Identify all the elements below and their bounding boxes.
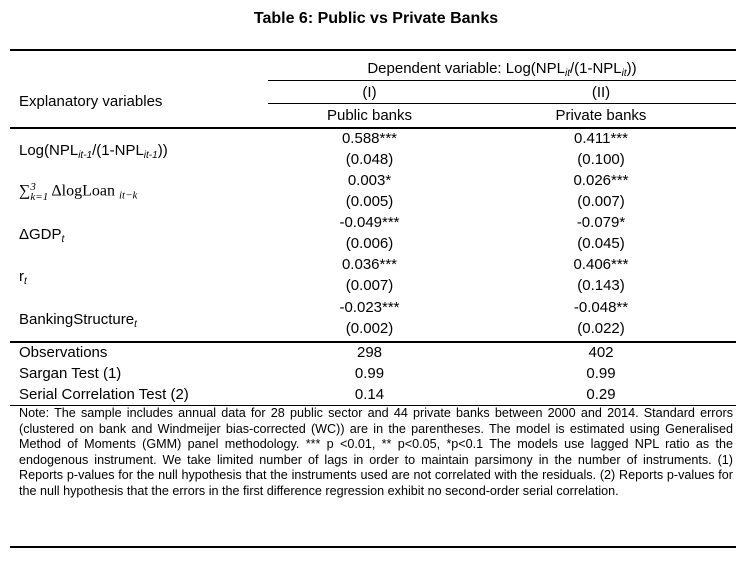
coef-cell: 0.406*** (573, 256, 629, 273)
row-label-loan-growth: ∑ 3 k=1 ΔlogLoan it−k (19, 181, 138, 203)
colnum-rule (268, 103, 736, 104)
se-cell: (0.005) (345, 193, 394, 210)
se-cell: (0.100) (577, 151, 625, 168)
coef-cell: 0.026*** (573, 172, 629, 189)
stat-label-observations: Observations (19, 344, 108, 361)
column-name-public: Public banks (326, 107, 413, 124)
row-label-banking-structure: BankingStructure$_t$ (19, 311, 137, 330)
coef-cell: 0.411*** (574, 130, 628, 147)
stat-value: 0.99 (586, 365, 616, 382)
stat-value: 298 (356, 344, 383, 361)
stat-label-serial-correlation: Serial Correlation Test (2) (19, 386, 189, 403)
stat-value: 0.14 (354, 386, 385, 403)
se-cell: (0.006) (345, 235, 394, 252)
se-cell: (0.022) (577, 320, 625, 337)
column-number-1: (I) (362, 84, 377, 101)
bottom-rule (10, 546, 736, 548)
stat-label-sargan: Sargan Test (1) (19, 365, 122, 382)
dependent-rule (268, 80, 736, 81)
coef-cell: -0.049*** (339, 214, 400, 231)
explanatory-variables-header: Explanatory variables (19, 93, 163, 110)
column-name-private: Private banks (555, 107, 647, 124)
top-rule (10, 49, 736, 51)
se-cell: (0.007) (345, 277, 394, 294)
se-cell: (0.048) (345, 151, 394, 168)
stat-value: 0.99 (354, 365, 385, 382)
dependent-variable-header: Dependent variable: $Log(NPL_{it}/(1-NPL_{it}))$ (367, 60, 637, 79)
stat-value: 402 (588, 344, 614, 361)
coef-cell: -0.048** (573, 299, 629, 316)
coef-cell: -0.023*** (339, 299, 400, 316)
sum-symbol: ∑ (19, 182, 31, 200)
coef-cell: -0.079* (576, 214, 626, 231)
header-rule (10, 127, 736, 129)
se-cell: (0.143) (577, 277, 625, 294)
row-label-gdp: $\Delta GDP_t$ (19, 226, 65, 245)
body-rule (10, 341, 736, 343)
se-cell: (0.002) (345, 320, 394, 337)
se-cell: (0.045) (577, 235, 625, 252)
table-note: Note: The sample includes annual data for 28 public sector and 44 private banks between 2000 and 2014. Standard errors (clustered on bank and Windmeijer bias-corrected (WC)) are in the parentheses. The model is estimated using Generalised Method of Moments (GMM) panel methodology. *** p <0.01, ** p<0.05, *p<0.1 The models use lagged NPL ratio as the endogenous instrument. We take limited number of lags in order to maintain parsimony in the number of instruments. (1) Reports p-values for the null hypothesis that the instruments used are not correlated with the residuals. (2) Reports p-values for the null hypothesis that the errors in the first difference regression exhibit no second-order serial correlation. (19, 406, 733, 498)
coef-cell: 0.588*** (341, 130, 398, 147)
row-label-lagged-npl: $Log(NPL_{it-1}/(1-NPL_{it-1}))$ (19, 142, 168, 161)
row-label-interest-rate: $r_t$ (19, 268, 27, 287)
coef-cell: 0.036*** (341, 256, 398, 273)
table-title: Table 6: Public vs Private Banks (253, 10, 499, 27)
column-number-2: (II) (591, 84, 611, 101)
stat-value: 0.29 (586, 386, 616, 403)
se-cell: (0.007) (577, 193, 625, 210)
coef-cell: 0.003* (347, 172, 392, 189)
